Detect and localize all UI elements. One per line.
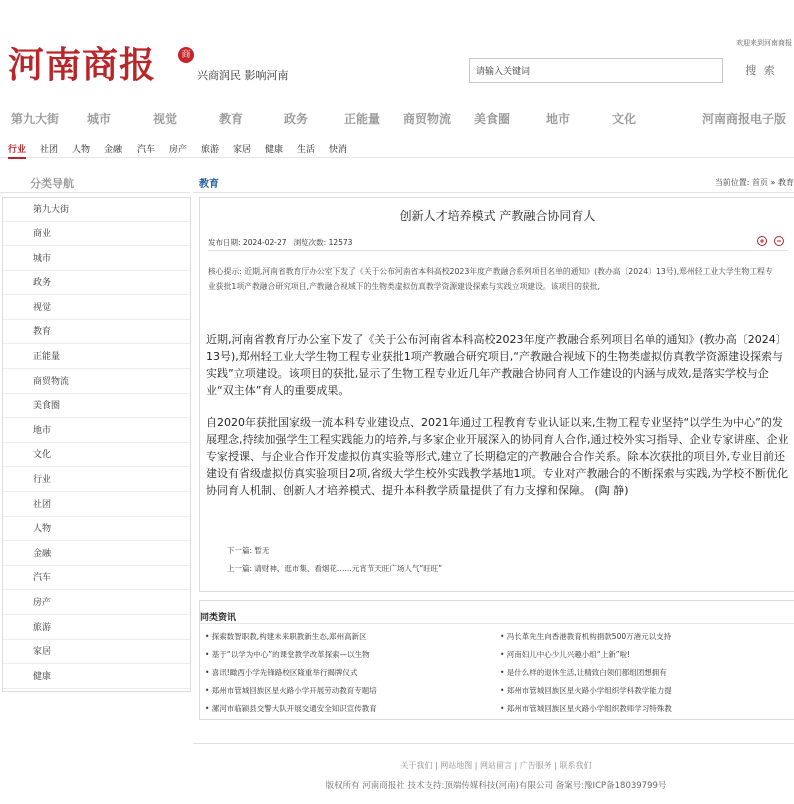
sub-nav-item[interactable]: 旅游: [201, 145, 220, 155]
site-slogan: 兴商润民 影响河南: [197, 69, 289, 82]
related-news-link[interactable]: • 河南妇儿中心少儿兴趣小组“上新”啦!: [500, 650, 631, 659]
related-news-link[interactable]: • 冯长革先生向香港教育机构捐款500万港元以支持: [500, 632, 672, 641]
article-title: 创新人才培养模式 产教融合协同育人: [399, 209, 596, 223]
sub-nav-item[interactable]: 汽车: [137, 145, 156, 155]
next-article-link[interactable]: 暂无: [254, 546, 270, 555]
main-nav-item[interactable]: 教育: [219, 112, 244, 126]
sub-nav-item[interactable]: 家居: [233, 145, 252, 155]
site-logo[interactable]: 河南商报: [8, 44, 157, 86]
sidebar-divider: [0, 192, 190, 193]
article-panel: [199, 197, 794, 592]
footer-copyright: 版权所有 河南商报社 技术支持:顶端传媒科技(河南)有限公司 备案号:豫ICP备18039799号: [325, 781, 667, 791]
sidebar-item[interactable]: 行业: [3, 468, 190, 492]
breadcrumb-label: 当前位置:: [714, 178, 750, 187]
sidebar-item[interactable]: 文化: [3, 443, 190, 467]
article-meta: [208, 237, 352, 248]
breadcrumb-home-link[interactable]: 首页: [752, 178, 769, 187]
footer-links: [0, 760, 794, 771]
sub-nav-item[interactable]: 社团: [40, 145, 59, 155]
related-news-link[interactable]: • 郑州市管城回族区星火路小学开展劳动教育专题培: [205, 686, 377, 695]
publish-date: 2024-02-27: [242, 238, 287, 247]
footer-link[interactable]: 广告服务: [519, 761, 552, 770]
article-paragraph: 自2020年获批国家级一流本科专业建设点、2021年通过工程教育专业认证以来,生物工程专业坚持“以学生为中心”的发展理念,持续加强学生工程实践能力的培养,与多家企业开展深入的协同育人合作,通过校外实习指导、企业专家讲座、企业专家授课、与企业合作开发虚拟仿真实验等形式,建立了长期稳定的产教融合合作关系。除本次获批的项目外,专业目前还建设有省级虚拟仿真实验项目2项,省级大学生校外实践教学基地1项。专业对产教融合的不断探索与实践,为学校不断优化协同育人机制、创新人才培养模式、提升本科教学质量提供了有力支撑和保障。 (陶 静): [206, 416, 789, 497]
footer-link-separator: |: [472, 761, 480, 770]
sidebar-title: 分类导航: [30, 177, 74, 190]
zoom-in-icon[interactable]: [757, 236, 767, 246]
related-news-link[interactable]: • 郑州市管城回族区星火路小学组织教师学习特殊教: [500, 704, 672, 713]
sidebar-item[interactable]: 政务: [3, 271, 190, 295]
sidebar-item[interactable]: 旅游: [3, 616, 190, 640]
main-nav-item[interactable]: 第九大街: [11, 112, 60, 126]
welcome-text: 欢迎来到河南商报: [736, 39, 792, 47]
next-article: [227, 545, 269, 556]
footer-link-separator: |: [551, 761, 560, 770]
main-nav: [0, 110, 794, 132]
related-news-link[interactable]: • 基于“以学为中心”的课堂教学改革探索—以生物: [205, 650, 370, 659]
sub-nav-item[interactable]: 健康: [265, 145, 284, 155]
article-paragraph: 近期,河南省教育厅办公室下发了《关于公布河南省本科高校2023年度产教融合系列项目名单的通知》(教办高〔2024〕13号),郑州轻工业大学生物工程专业获批1项产教融合研究项目,“产教融合视域下的生物类虚拟仿真教学资源建设探索与实践”立项建设。该项目的获批,显示了生物工程专业近几年产教融合协同育人工作建设的内涵与成效,是落实学校与企业“双主体”育人的重要成果。: [206, 333, 787, 397]
zoom-out-icon[interactable]: [774, 236, 784, 246]
next-article-label: 下一篇:: [227, 546, 253, 555]
footer-link[interactable]: 网站地图: [440, 761, 473, 770]
sub-nav: [0, 140, 794, 158]
sidebar-item[interactable]: 人物: [3, 517, 190, 541]
related-news-link[interactable]: • 是什么样的退休生活,让精致白领们都组团想拥有: [500, 668, 667, 677]
sidebar-item[interactable]: 健康: [3, 665, 190, 689]
main-nav-item[interactable]: 商贸物流: [403, 112, 452, 126]
article-summary: 核心提示: 近期,河南省教育厅办公室下发了《关于公布河南省本科高校2023年度产教融合系列项目名单的通知》(教办高〔2024〕13号),郑州轻工业大学生物工程专业获批1项产教融合研究项目,产教融合视域下的生物类虚拟仿真教学资源建设探索与实践立项建设。该项目的获批,: [208, 267, 773, 291]
sidebar-item[interactable]: 地市: [3, 419, 190, 443]
related-news-title: 同类资讯: [200, 613, 237, 623]
sidebar-item[interactable]: 房产: [3, 591, 190, 615]
related-news-link[interactable]: • 郑州市管城回族区星火路小学组织学科教学能力提: [500, 686, 672, 695]
views-label: 浏览次数:: [293, 238, 327, 247]
sidebar-item[interactable]: 城市: [3, 247, 190, 271]
breadcrumb: [715, 177, 794, 188]
publish-date-label: 发布日期:: [208, 238, 241, 247]
main-nav-item[interactable]: 城市: [87, 112, 112, 126]
breadcrumb-current-link[interactable]: 教育: [778, 178, 794, 187]
related-news-link[interactable]: • 漯河市临颍县交警大队开展交通安全知识宣传教育: [205, 704, 377, 713]
related-news-link[interactable]: • 探索数智职教,构建未来职教新生态,郑州高新区: [205, 632, 367, 641]
footer-link-separator: |: [432, 761, 441, 770]
footer-link[interactable]: 联系我们: [559, 761, 592, 770]
related-divider: [200, 623, 794, 624]
breadcrumb-separator: »: [768, 178, 778, 187]
sidebar-category-list: [2, 197, 191, 692]
prev-article: [227, 563, 442, 574]
sidebar-item[interactable]: 商业: [3, 222, 190, 246]
site-header: [0, 0, 794, 100]
sub-nav-item[interactable]: 房产: [169, 145, 188, 155]
sub-nav-item[interactable]: 快消: [329, 145, 348, 155]
sidebar-item[interactable]: 第九大街: [3, 198, 190, 222]
sidebar-item[interactable]: 美食圈: [3, 394, 190, 418]
font-size-controls: [753, 236, 784, 249]
sub-nav-item[interactable]: 生活: [297, 145, 316, 155]
main-nav-item[interactable]: 文化: [612, 112, 637, 126]
logo-seal-icon: 商: [178, 47, 194, 63]
prev-article-link[interactable]: 请财神、逛市集、看烟花……元宵节天旺广场人气“旺旺”: [254, 564, 443, 573]
main-nav-item[interactable]: 视觉: [153, 112, 178, 126]
related-news-link[interactable]: • 喜讯!瞰西小学先锋路校区隆重举行揭牌仪式: [205, 668, 358, 677]
main-nav-item[interactable]: 地市: [546, 112, 571, 126]
main-nav-item[interactable]: 政务: [284, 112, 309, 126]
footer-divider: [193, 743, 794, 744]
sidebar-item[interactable]: 金融: [3, 542, 190, 566]
footer-link[interactable]: 关于我们: [400, 761, 433, 770]
sidebar-item[interactable]: 正能量: [3, 345, 190, 369]
sidebar-item[interactable]: 社团: [3, 493, 190, 517]
main-nav-item[interactable]: 美食圈: [474, 112, 511, 126]
footer-link[interactable]: 网站留言: [480, 761, 512, 770]
main-nav-item[interactable]: 河南商报电子版: [702, 112, 787, 126]
footer-link-separator: |: [512, 761, 520, 770]
category-heading[interactable]: 教育: [199, 179, 219, 190]
sidebar-item[interactable]: 商贸物流: [3, 370, 190, 394]
search-button[interactable]: 搜 索: [745, 64, 777, 77]
search-input[interactable]: [469, 58, 723, 83]
related-news-panel: [199, 600, 794, 720]
sidebar-item[interactable]: 视觉: [3, 296, 190, 320]
sidebar-item[interactable]: 教育: [3, 320, 190, 344]
sidebar-item[interactable]: 汽车: [3, 566, 190, 590]
meta-divider: [208, 250, 788, 251]
views-count: 12573: [328, 238, 353, 247]
content-divider: [193, 192, 794, 193]
sub-nav-item[interactable]: 人物: [72, 145, 91, 155]
sub-nav-item-active[interactable]: 行业: [8, 142, 26, 159]
main-nav-item[interactable]: 正能量: [344, 112, 381, 126]
sidebar-item[interactable]: 家居: [3, 640, 190, 664]
sub-nav-item[interactable]: 金融: [104, 145, 123, 155]
prev-article-label: 上一篇:: [227, 564, 253, 573]
